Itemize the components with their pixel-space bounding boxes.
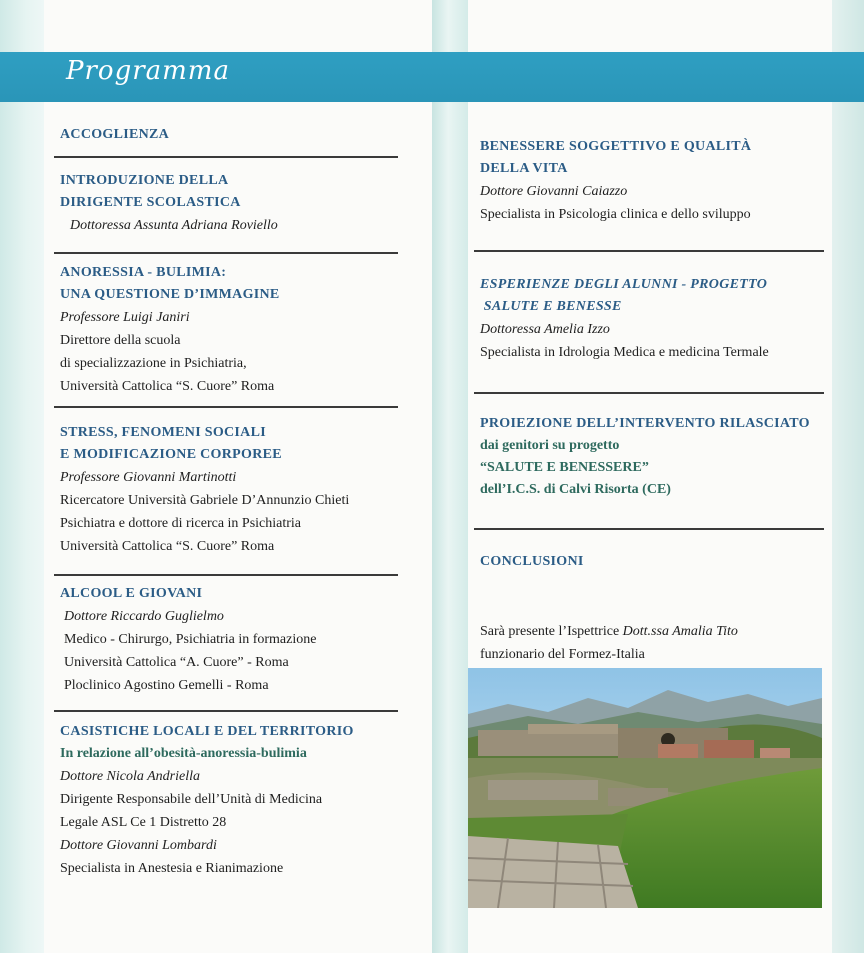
- section-title: ANORESSIA - BULIMIA:: [60, 265, 227, 280]
- section-esperienze: [480, 274, 824, 364]
- speaker-role: Ricercatore Università Gabriele D’Annunzio Chieti: [60, 493, 350, 508]
- presence-prefix: Sarà presente l’Ispettrice: [480, 624, 623, 639]
- divider: [54, 156, 398, 158]
- section-conclusioni: [480, 551, 824, 573]
- section-introduzione: [60, 170, 396, 237]
- banner-title: Programma: [66, 56, 230, 86]
- left-margin: [0, 0, 44, 953]
- speaker-role: Direttore della scuola: [60, 333, 181, 348]
- section-title: ALCOOL E GIOVANI: [60, 586, 203, 601]
- section-title: BENESSERE SOGGETTIVO E QUALITÀ: [480, 139, 752, 154]
- speaker-name: Dottoressa Amelia Izzo: [480, 322, 610, 337]
- presence-line: [480, 620, 824, 643]
- section-title: E MODIFICAZIONE CORPOREE: [60, 447, 282, 462]
- inspector-name: Dott.ssa Amalia Tito: [622, 624, 738, 639]
- section-subtitle: dai genitori su progetto: [480, 438, 620, 453]
- speaker-role: Legale ASL Ce 1 Distretto 28: [60, 815, 227, 830]
- section-title: CASISTICHE LOCALI E DEL TERRITORIO: [60, 724, 354, 739]
- section-title: PROIEZIONE DELL’INTERVENTO RILASCIATO: [480, 416, 810, 431]
- divider: [474, 392, 824, 394]
- section-subtitle: “SALUTE E BENESSERE”: [480, 460, 649, 475]
- speaker-role: Specialista in Psicologia clinica e dello sviluppo: [480, 207, 751, 222]
- accoglienza-heading: ACCOGLIENZA: [60, 127, 170, 142]
- speaker-name: Dottore Nicola Andriella: [60, 769, 200, 784]
- section-benessere: [480, 136, 824, 226]
- section-title: SALUTE E BENESSE: [480, 299, 622, 314]
- section-alcool: [60, 583, 396, 697]
- center-fold: [432, 0, 468, 953]
- section-subtitle: dell’I.C.S. di Calvi Risorta (CE): [480, 482, 671, 497]
- speaker-name: Dottoressa Assunta Adriana Roviello: [70, 218, 278, 233]
- speaker-role: Medico - Chirurgo, Psichiatria in formazione: [64, 632, 317, 647]
- divider: [54, 710, 398, 712]
- divider: [54, 406, 398, 408]
- speaker-name: Dottore Riccardo Guglielmo: [64, 609, 224, 624]
- section-subtitle: In relazione all’obesità-anoressia-bulimia: [60, 746, 307, 761]
- speaker-affiliation: Università Cattolica “S. Cuore” Roma: [60, 379, 275, 394]
- section-title: DELLA VITA: [480, 161, 568, 176]
- section-proiezione: [480, 413, 824, 501]
- ruins-photo: [468, 668, 822, 908]
- divider: [54, 252, 398, 254]
- section-anoressia: [60, 262, 396, 398]
- section-title: INTRODUZIONE DELLA: [60, 173, 229, 188]
- right-margin: [832, 0, 864, 953]
- speaker-name: Professore Giovanni Martinotti: [60, 470, 237, 485]
- divider: [474, 528, 824, 530]
- presence-role: funzionario del Formez-Italia: [480, 647, 645, 662]
- speaker-affiliation: Università Cattolica “A. Cuore” - Roma: [64, 655, 289, 670]
- speaker-affiliation: Ploclinico Agostino Gemelli - Roma: [64, 678, 269, 693]
- section-title: STRESS, FENOMENI SOCIALI: [60, 425, 266, 440]
- divider: [474, 250, 824, 252]
- ruins-landscape-image: [468, 668, 822, 908]
- speaker-affiliation: Università Cattolica “S. Cuore” Roma: [60, 539, 275, 554]
- speaker-role: di specializzazione in Psichiatria,: [60, 356, 247, 371]
- section-accoglienza: [60, 124, 396, 146]
- section-title: ESPERIENZE DEGLI ALUNNI - PROGETTO: [480, 277, 768, 292]
- presence-note: [480, 620, 824, 666]
- section-stress: [60, 422, 396, 558]
- speaker-role: Specialista in Idrologia Medica e medicina Termale: [480, 345, 769, 360]
- speaker-name: Dottore Giovanni Lombardi: [60, 838, 217, 853]
- section-casistiche: [60, 721, 396, 880]
- section-title: UNA QUESTIONE D’IMMAGINE: [60, 287, 280, 302]
- conclusioni-heading: CONCLUSIONI: [480, 554, 584, 569]
- section-title: DIRIGENTE SCOLASTICA: [60, 195, 241, 210]
- speaker-role: Dirigente Responsabile dell’Unità di Medicina: [60, 792, 323, 807]
- speaker-name: Dottore Giovanni Caiazzo: [480, 184, 628, 199]
- divider: [54, 574, 398, 576]
- speaker-name: Professore Luigi Janiri: [60, 310, 190, 325]
- speaker-role: Specialista in Anestesia e Rianimazione: [60, 861, 284, 876]
- speaker-role: Psichiatra e dottore di ricerca in Psichiatria: [60, 516, 302, 531]
